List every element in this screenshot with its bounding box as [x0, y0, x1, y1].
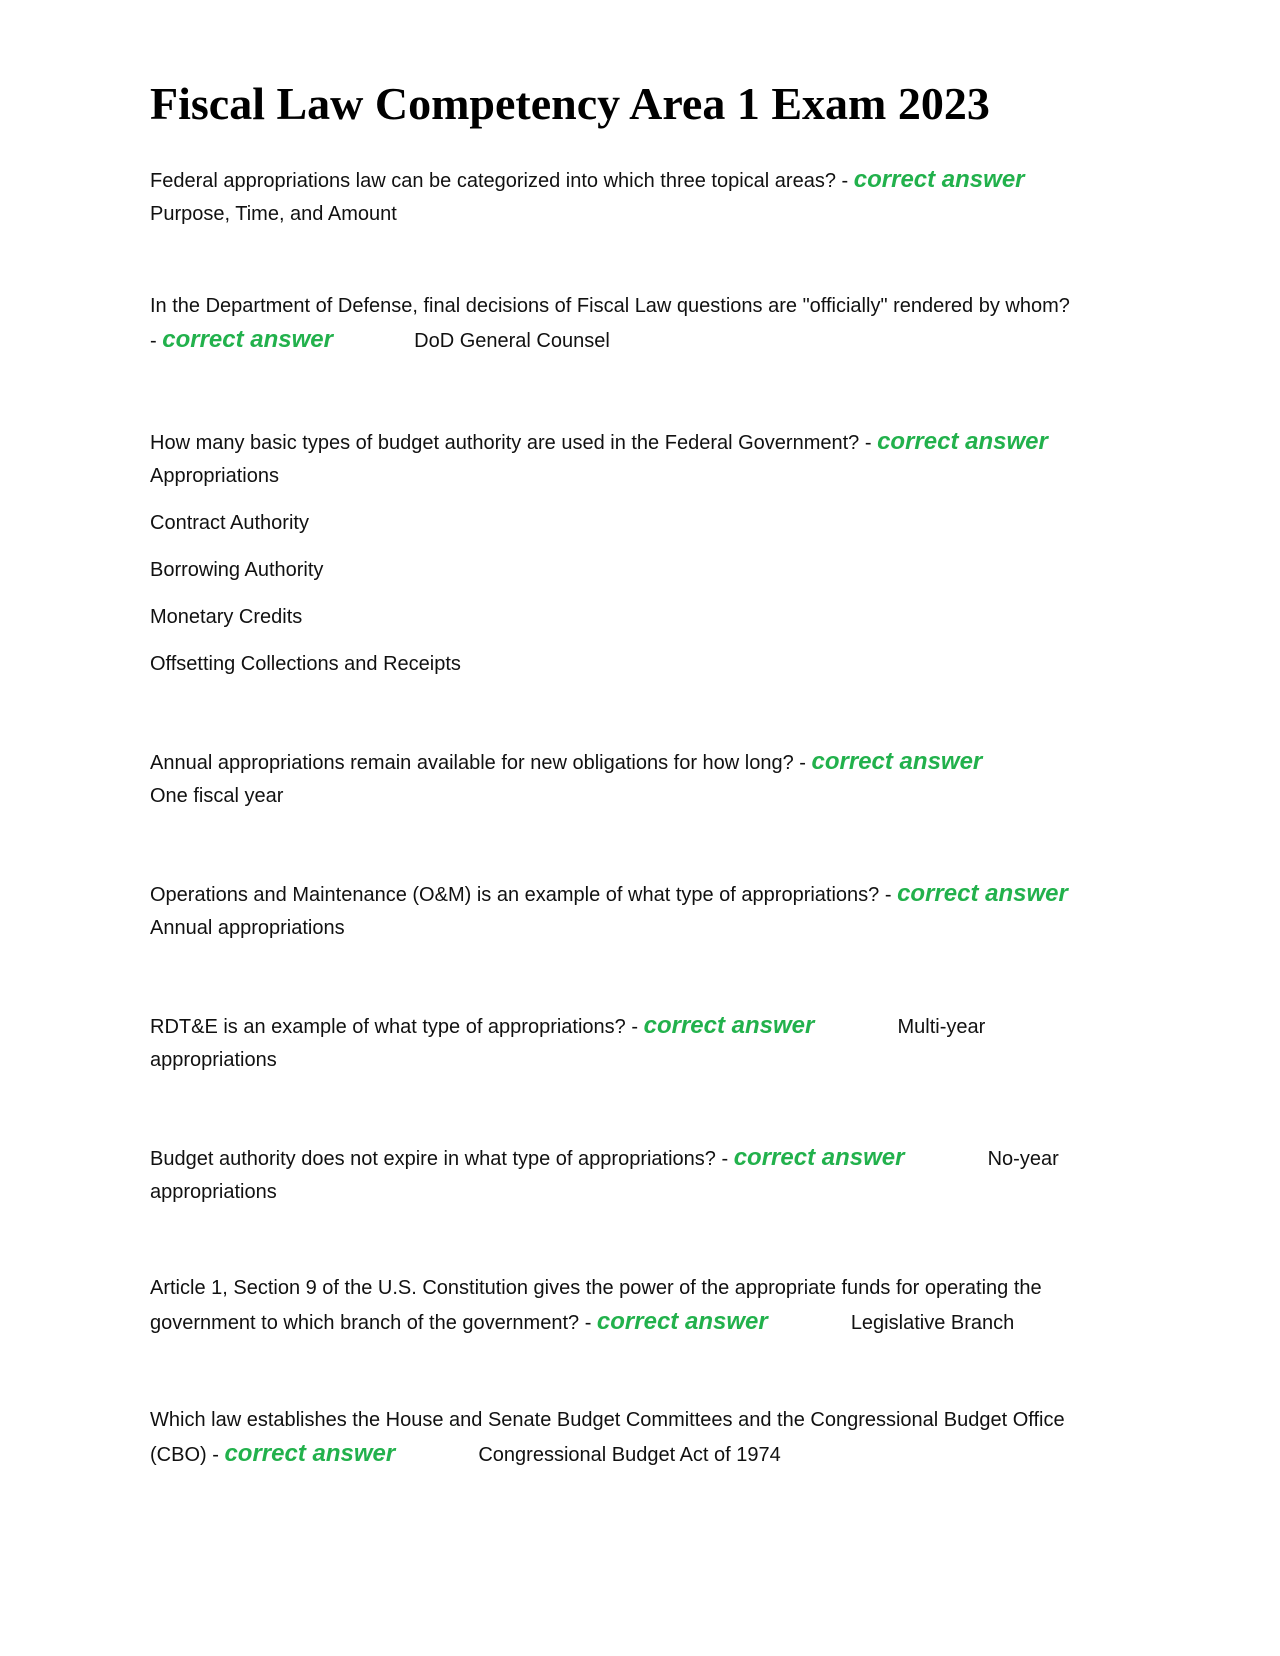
qa-item-2	[150, 290, 1130, 358]
answer-text: Legislative Branch	[850, 1312, 1015, 1334]
correct-answer-label: correct answer	[811, 748, 983, 775]
qa-item-6	[150, 1008, 1130, 1076]
question-line: Which law establishes the House and Senate Budget Committees and the Congressional Budget Office	[150, 1409, 1065, 1431]
qa-item-7	[150, 1140, 1130, 1208]
question-line	[150, 1008, 1130, 1044]
qa-item-9	[150, 1404, 1130, 1472]
answer-text: Congressional Budget Act of 1974	[478, 1444, 781, 1466]
answer-list-item: Appropriations	[150, 465, 279, 487]
question-text: Federal appropriations law can be categorized into which three topical areas? -	[150, 170, 849, 192]
answer-text: appropriations	[150, 1049, 277, 1071]
answer-list-item: Borrowing Authority	[150, 559, 324, 581]
qa-item-5	[150, 876, 1130, 944]
correct-answer-label: correct answer	[643, 1012, 815, 1039]
correct-answer-label: correct answer	[897, 880, 1068, 907]
correct-answer-label: correct answer	[162, 326, 333, 353]
correct-answer-label: correct answer	[853, 166, 1025, 193]
correct-answer-label: correct answer	[224, 1440, 396, 1467]
answer-text: One fiscal year	[150, 785, 284, 807]
question-text: Budget authority does not expire in what type of appropriations? -	[150, 1148, 729, 1170]
answer-list-item: Contract Authority	[150, 512, 309, 534]
answer-text: appropriations	[150, 1181, 277, 1203]
qa-item-8	[150, 1272, 1130, 1340]
qa-item-4	[150, 744, 1130, 812]
answer-text: Multi-year	[897, 1016, 986, 1038]
correct-answer-label: correct answer	[596, 1308, 768, 1335]
question-line	[150, 744, 1130, 780]
answer-list-item: Offsetting Collections and Receipts	[150, 653, 461, 675]
qa-item-1	[150, 162, 1130, 230]
question-line	[150, 1436, 1130, 1472]
question-text: -	[150, 330, 157, 352]
question-text: Operations and Maintenance (O&M) is an example of what type of appropriations? -	[150, 884, 892, 906]
question-text: How many basic types of budget authority are used in the Federal Government? -	[150, 432, 872, 454]
answer-text: No-year	[987, 1148, 1059, 1170]
question-text: Annual appropriations remain available for new obligations for how long? -	[150, 752, 806, 774]
qa-item-3	[150, 424, 1130, 695]
answer-text: DoD General Counsel	[414, 330, 610, 352]
question-text: RDT&E is an example of what type of appropriations? -	[150, 1016, 639, 1038]
question-line	[150, 322, 1130, 358]
question-line	[150, 876, 1130, 912]
page-title: Fiscal Law Competency Area 1 Exam 2023	[150, 78, 990, 129]
correct-answer-label: correct answer	[877, 428, 1048, 455]
question-line	[150, 1140, 1130, 1176]
question-line	[150, 1304, 1130, 1340]
question-line	[150, 162, 1130, 198]
question-line: In the Department of Defense, final decisions of Fiscal Law questions are "officially" rendered by whom?	[150, 295, 1070, 317]
correct-answer-label: correct answer	[733, 1144, 905, 1171]
question-text: government to which branch of the government? -	[150, 1312, 592, 1334]
question-line: Article 1, Section 9 of the U.S. Constitution gives the power of the appropriate funds for operating the	[150, 1277, 1042, 1299]
answer-text: Purpose, Time, and Amount	[150, 203, 397, 225]
question-line	[150, 424, 1130, 460]
question-text: (CBO) -	[150, 1444, 219, 1466]
answer-text: Annual appropriations	[150, 917, 345, 939]
answer-list-item: Monetary Credits	[150, 606, 303, 628]
